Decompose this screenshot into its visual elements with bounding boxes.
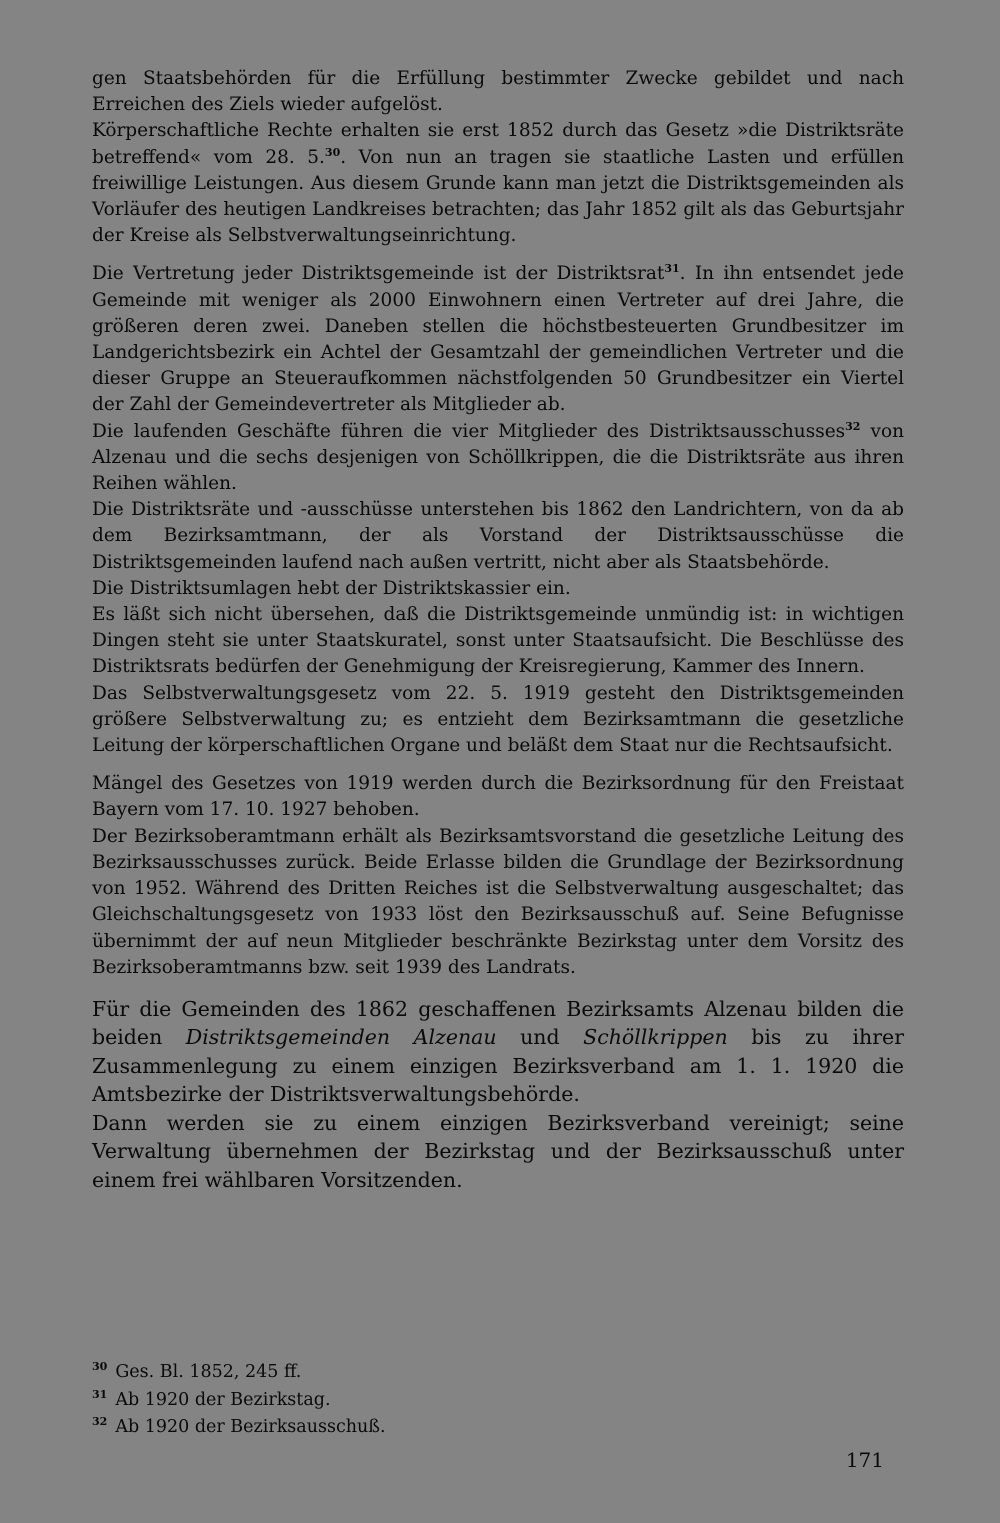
- emphasis-alzenau: Distriktsgemeinden Alzenau: [185, 1025, 497, 1050]
- paragraph-6: Die Distriktsumlagen hebt der Distriktskassier ein.: [92, 577, 571, 599]
- main-text: [92, 66, 904, 1194]
- paragraph-2: Körperschaftliche Rechte erhalten sie erst 1852 durch das Gesetz »die Distriktsräte betreffend« vom 28. 5.30. Von nun an tragen sie staatliche Lasten und erfüllen freiwillige Leistungen. Aus diesem Grunde kann man jetzt die Distriktsgemeinden als Vorläufer des heutigen Landkreises betrachten; das Jahr 1852 gilt als das Geburtsjahr der Kreise als Selbstverwaltungseinrichtung.: [92, 120, 904, 247]
- paragraph-8: Das Selbstverwaltungsgesetz vom 22. 5. 1919 gesteht den Distriktsgemeinden größere Selbstverwaltung zu; es entzieht dem Bezirksamtmann die gesetzliche Leitung der körperschaftlichen Organe und beläßt dem Staat nur die Rechtsaufsicht.: [92, 682, 904, 757]
- emphasis-schoellkrippen: Schöllkrippen: [583, 1025, 728, 1050]
- page-number: 171: [845, 1448, 884, 1472]
- footnotes: [92, 1356, 904, 1439]
- paragraph-5: Die Distriktsräte und -ausschüsse unterstehen bis 1862 den Landrichtern, von da ab dem Bezirksamtmann, der als Vorstand der Distriktsausschüsse die Distriktsgemeinden laufend nach außen vertritt, nicht aber als Staatsbehörde.: [92, 499, 904, 573]
- paragraph-1: gen Staatsbehörden für die Erfüllung bestimmter Zwecke gebildet und nach Erreichen des Ziels wieder aufgelöst.: [92, 68, 904, 116]
- paragraph-10: Der Bezirksoberamtmann erhält als Bezirksamtsvorstand die gesetzliche Leitung des Bezirksausschusses zurück. Beide Erlasse bilden die Grundlage der Bezirksordnung von 1952. Während des Dritten Reiches ist die Selbstverwaltung ausgeschaltet; das Gleichschaltungsgesetz von 1933 löst den Bezirksausschuß auf. Seine Befugnisse übernimmt der auf neun Mitglieder beschränkte Bezirkstag unter dem Vorsitz des Bezirksoberamtmanns bzw. seit 1939 des Landrats.: [92, 825, 904, 978]
- footnote-ref-30: 30: [324, 145, 341, 159]
- paragraph-3: Die Vertretung jeder Distriktsgemeinde ist der Distriktsrat$^{31}$. In ihn entsendet jede Gemeinde mit weniger als 2000 Einwohnern einen Vertreter auf drei Jahre, die größeren deren zwei. Daneben stellen die höchstbesteuerten Grundbesitzer im Landgerichtsbezirk ein Achtel der Gesamtzahl der gemeindlichen Vertreter und die dieser Gruppe an Steueraufkommen nächstfolgenden 50 Grundbesitzer ein Viertel der Zahl der Gemeindevertreter als Mitglieder ab.: [92, 262, 904, 416]
- paragraph-7: Es läßt sich nicht übersehen, daß die Distriktsgemeinde unmündig ist: in wichtigen Dingen steht sie unter Staatskuratel, sonst unter Staatsaufsicht. Die Beschlüsse des Distriktsrats bedürfen der Genehmigung der Kreisregierung, Kammer des Innern.: [92, 604, 904, 678]
- footnote-ref-32: 32: [845, 419, 861, 433]
- footnote-32: $^{32}$ Ab 1920 der Bezirksausschuß.: [92, 1415, 386, 1437]
- footnote-30: $^{30}$ Ges. Bl. 1852, 245 ff.: [92, 1360, 302, 1382]
- paragraph-12: Dann werden sie zu einem einzigen Bezirksverband vereinigt; seine Verwaltung übernehmen der Bezirkstag und der Bezirksausschuß unter einem frei wählbaren Vorsitzenden.: [92, 1110, 904, 1192]
- paragraph-9: Mängel des Gesetzes von 1919 werden durch die Bezirksordnung für den Freistaat Bayern vom 17. 10. 1927 behoben.: [92, 773, 904, 821]
- paragraph-11: Für die Gemeinden des 1862 geschaffenen Bezirksamts Alzenau bilden die beiden Distriktsgemeinden Alzenau und Schöllkrippen bis zu ihrer Zusammenlegung zu einem einzigen Bezirksverband am 1. 1. 1920 die Amtsbezirke der Distriktsverwaltungsbehörde.: [92, 996, 904, 1107]
- footnote-31: $^{31}$ Ab 1920 der Bezirkstag.: [92, 1387, 331, 1410]
- footnote-ref-31: 31: [664, 262, 680, 276]
- paragraph-4: Die laufenden Geschäfte führen die vier Mitglieder des Distriktsausschusses$^{32}$ von Alzenau und die sechs desjenigen von Schöllkrippen, die die Distriktsräte aus ihren Reihen wählen.: [92, 419, 904, 495]
